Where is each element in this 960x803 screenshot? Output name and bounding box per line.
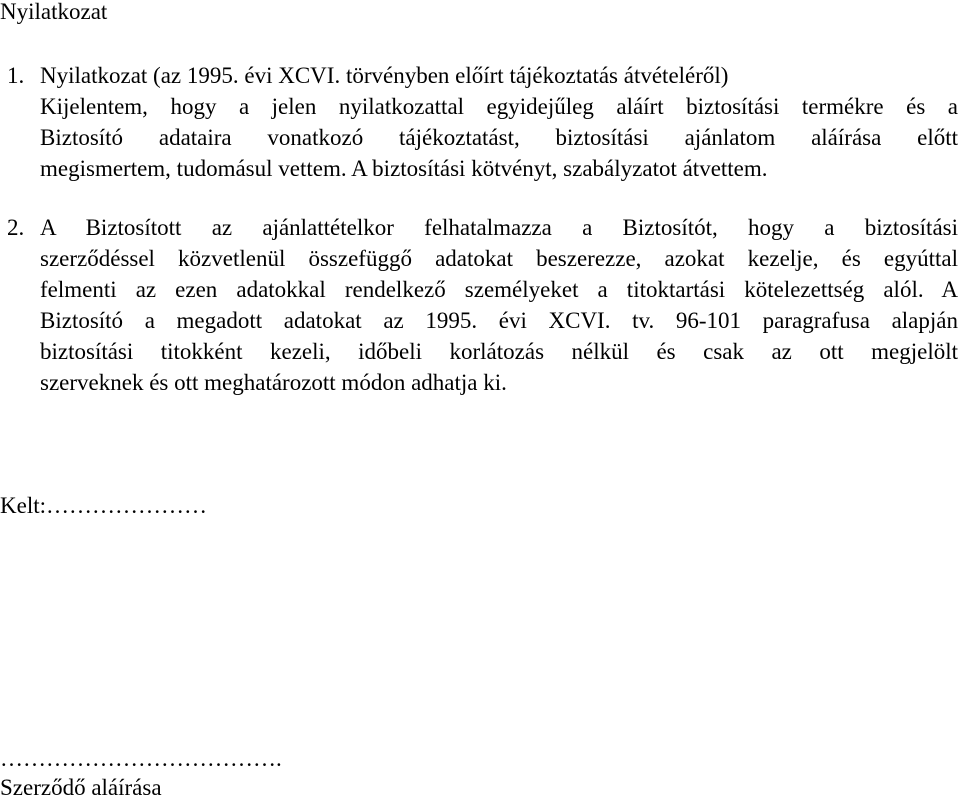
- section-1-line-4: megismertem, tudomásul vettem. A biztosítási kötvényt, szabályzatot átvettem.: [40, 156, 768, 181]
- section-1-first-line: [7, 60, 958, 91]
- section-2-line-1: A Biztosított az ajánlattételkor felhatalmazza a Biztosítót, hogy a biztosítási: [40, 215, 958, 240]
- section-1-line-3: Biztosító adataira vonatkozó tájékoztatást, biztosítási ajánlatom aláírása előtt: [40, 125, 958, 150]
- section-2-line-5: biztosítási titokként kezeli, időbeli korlátozás nélkül és csak az ott megjelölt: [40, 339, 958, 364]
- section-2-first-line: [7, 212, 958, 243]
- signature-line: ……………………………….: [0, 746, 282, 771]
- date-place-field: Kelt:…………………: [0, 493, 207, 518]
- section-2-line-6: szerveknek és ott meghatározott módon adhatja ki.: [40, 370, 507, 395]
- statement-section-2: [7, 212, 958, 398]
- section-2-line-4: Biztosító a megadott adatokat az 1995. évi XCVI. tv. 96-101 paragrafusa alapján: [40, 308, 958, 333]
- section-1-line-2: Kijelentem, hogy a jelen nyilatkozattal egyidejűleg aláírt biztosítási termékre és a: [40, 94, 958, 119]
- section-2-line-2: szerződéssel közvetlenül összefüggő adatokat beszerezze, azokat kezelje, és egyúttal: [40, 246, 958, 271]
- signature-label: Szerződő aláírása: [0, 775, 162, 800]
- section-1-line-1: Nyilatkozat (az 1995. évi XCVI. törvényben előírt tájékoztatás átvételéről): [40, 63, 729, 88]
- document-heading: Nyilatkozat: [0, 0, 108, 24]
- section-2-line-3: felmenti az ezen adatokkal rendelkező személyeket a titoktartási kötelezettség alól. A: [40, 277, 958, 302]
- statement-section-1: [7, 60, 958, 184]
- section-1-number: 1.: [7, 63, 25, 88]
- section-2-number: 2.: [7, 215, 25, 240]
